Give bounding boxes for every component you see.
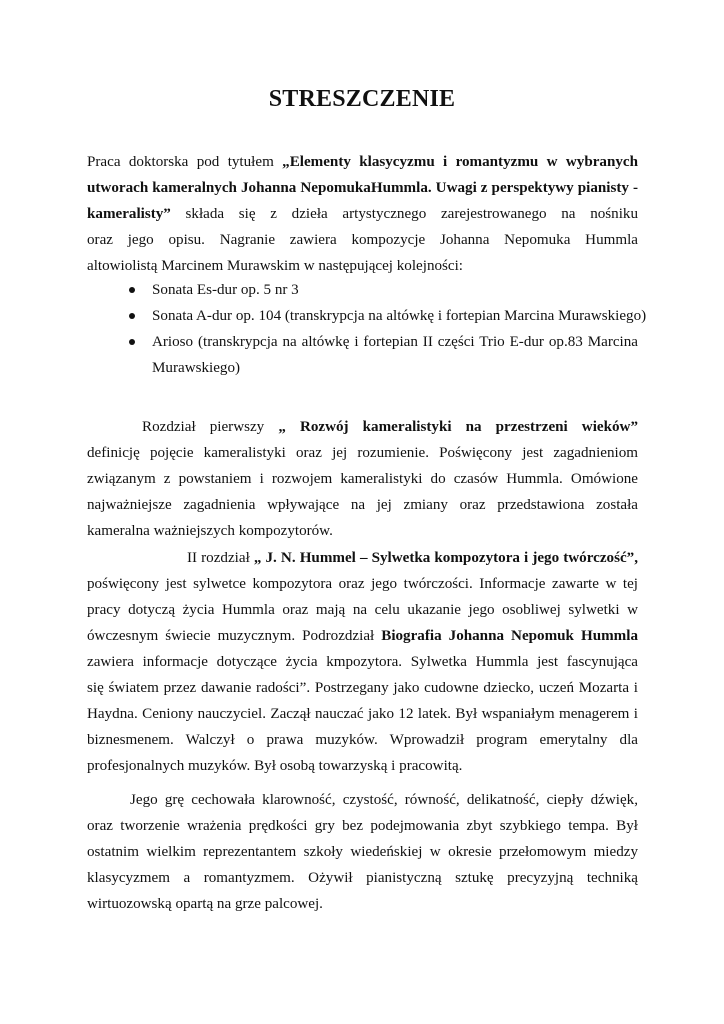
bullet-icon <box>129 313 135 319</box>
chapter2-line: II rozdział „ J. N. Hummel – Sylwetka kompozytora i jego twórczość”, <box>187 550 638 566</box>
recording-list <box>127 277 647 381</box>
chapter2-line: Haydna. Ceniony nauczyciel. Zaczął nauczać jako 12 latek. Był wspaniałym menagerem i <box>87 706 638 722</box>
list-item: Arioso (transkrypcja na altówkę i fortepian II części Trio E-dur op.83 Marcina Murawskiego) <box>127 329 638 381</box>
chapter2-line: biznesmenem. Walczył o prawa muzyków. Wprowadził program emerytalny dla <box>87 732 638 748</box>
chapter2-paragraph <box>87 545 638 779</box>
chapter2-line: się światem przez dawanie radości”. Postrzegany jako cudowne dziecko, uczeń Mozarta i <box>87 680 638 696</box>
list-item: Sonata A-dur op. 104 (transkrypcja na altówkę i fortepian Marcina Murawskiego) <box>127 303 638 329</box>
chapter1-line: Rozdział pierwszy „ Rozwój kameralistyki na przestrzeni wieków” <box>142 419 638 435</box>
paragraph3-line: ostatnim wielkim reprezentantem szkoły wiedeńskiej w okresie przełomowym miedzy <box>87 844 638 860</box>
chapter1-paragraph <box>87 414 638 544</box>
chapter1-line: definicję pojęcie kameralistyki oraz jej rozumienie. Poświęcony jest zagadnieniom <box>87 445 638 461</box>
page-title: STRESZCZENIE <box>268 86 456 112</box>
chapter1-line: kameralna ważniejszych kompozytorów. <box>87 523 333 539</box>
chapter1-line: najważniejsze zagadnienia wpływające na jej zmiany oraz przedstawiona została <box>87 497 638 513</box>
intro-line: altowiolistą Marcinem Murawskim w następującej kolejności: <box>87 258 463 274</box>
bullet-icon <box>129 287 135 293</box>
list-item: Sonata Es-dur op. 5 nr 3 <box>127 277 638 303</box>
intro-line: kameralisty” składa się z dzieła artystycznego zarejestrowanego na nośniku <box>87 206 638 222</box>
paragraph3-line: oraz tworzenie wrażenia prędkości gry bez podejmowania zbyt szybkiego tempa. Był <box>87 818 638 834</box>
intro-line: oraz jego opisu. Nagranie zawiera kompozycje Johanna Nepomuka Hummla <box>87 232 638 248</box>
playing-style-paragraph <box>87 787 638 917</box>
paragraph3-line: klasycyzmem a romantyzmem. Ożywił pianistyczną sztukę precyzyjną techniką <box>87 870 638 886</box>
chapter2-line: poświęcony jest sylwetce kompozytora oraz jego twórczości. Informacje zawarte w tej <box>87 576 638 592</box>
intro-line: Praca doktorska pod tytułem „Elementy klasycyzmu i romantyzmu w wybranych <box>87 154 638 170</box>
paragraph3-line: Jego grę cechowała klarowność, czystość, równość, delikatność, ciepły dźwięk, <box>130 792 638 808</box>
chapter2-line: zawiera informacje dotyczące życia kmpozytora. Sylwetka Hummla jest fascynująca <box>87 654 638 670</box>
chapter2-line: pracy dotyczą życia Hummla oraz mają na celu ukazanie jego osobliwej sylwetki w <box>87 602 638 618</box>
chapter2-line: ówczesnym świecie muzycznym. Podrozdział Biografia Johanna Nepomuk Hummla <box>87 628 638 644</box>
bullet-icon <box>129 339 135 345</box>
paragraph3-line: wirtuozowską opartą na grze palcowej. <box>87 896 323 912</box>
chapter2-line: profesjonalnych muzyków. Był osobą towarzyską i pracowitą. <box>87 758 463 774</box>
intro-line: utworach kameralnych Johanna NepomukaHummla. Uwagi z perspektywy pianisty - <box>87 180 638 196</box>
intro-paragraph <box>87 149 638 279</box>
chapter1-line: związanym z powstaniem i rozwojem kameralistyki do czasów Hummla. Omówione <box>87 471 638 487</box>
